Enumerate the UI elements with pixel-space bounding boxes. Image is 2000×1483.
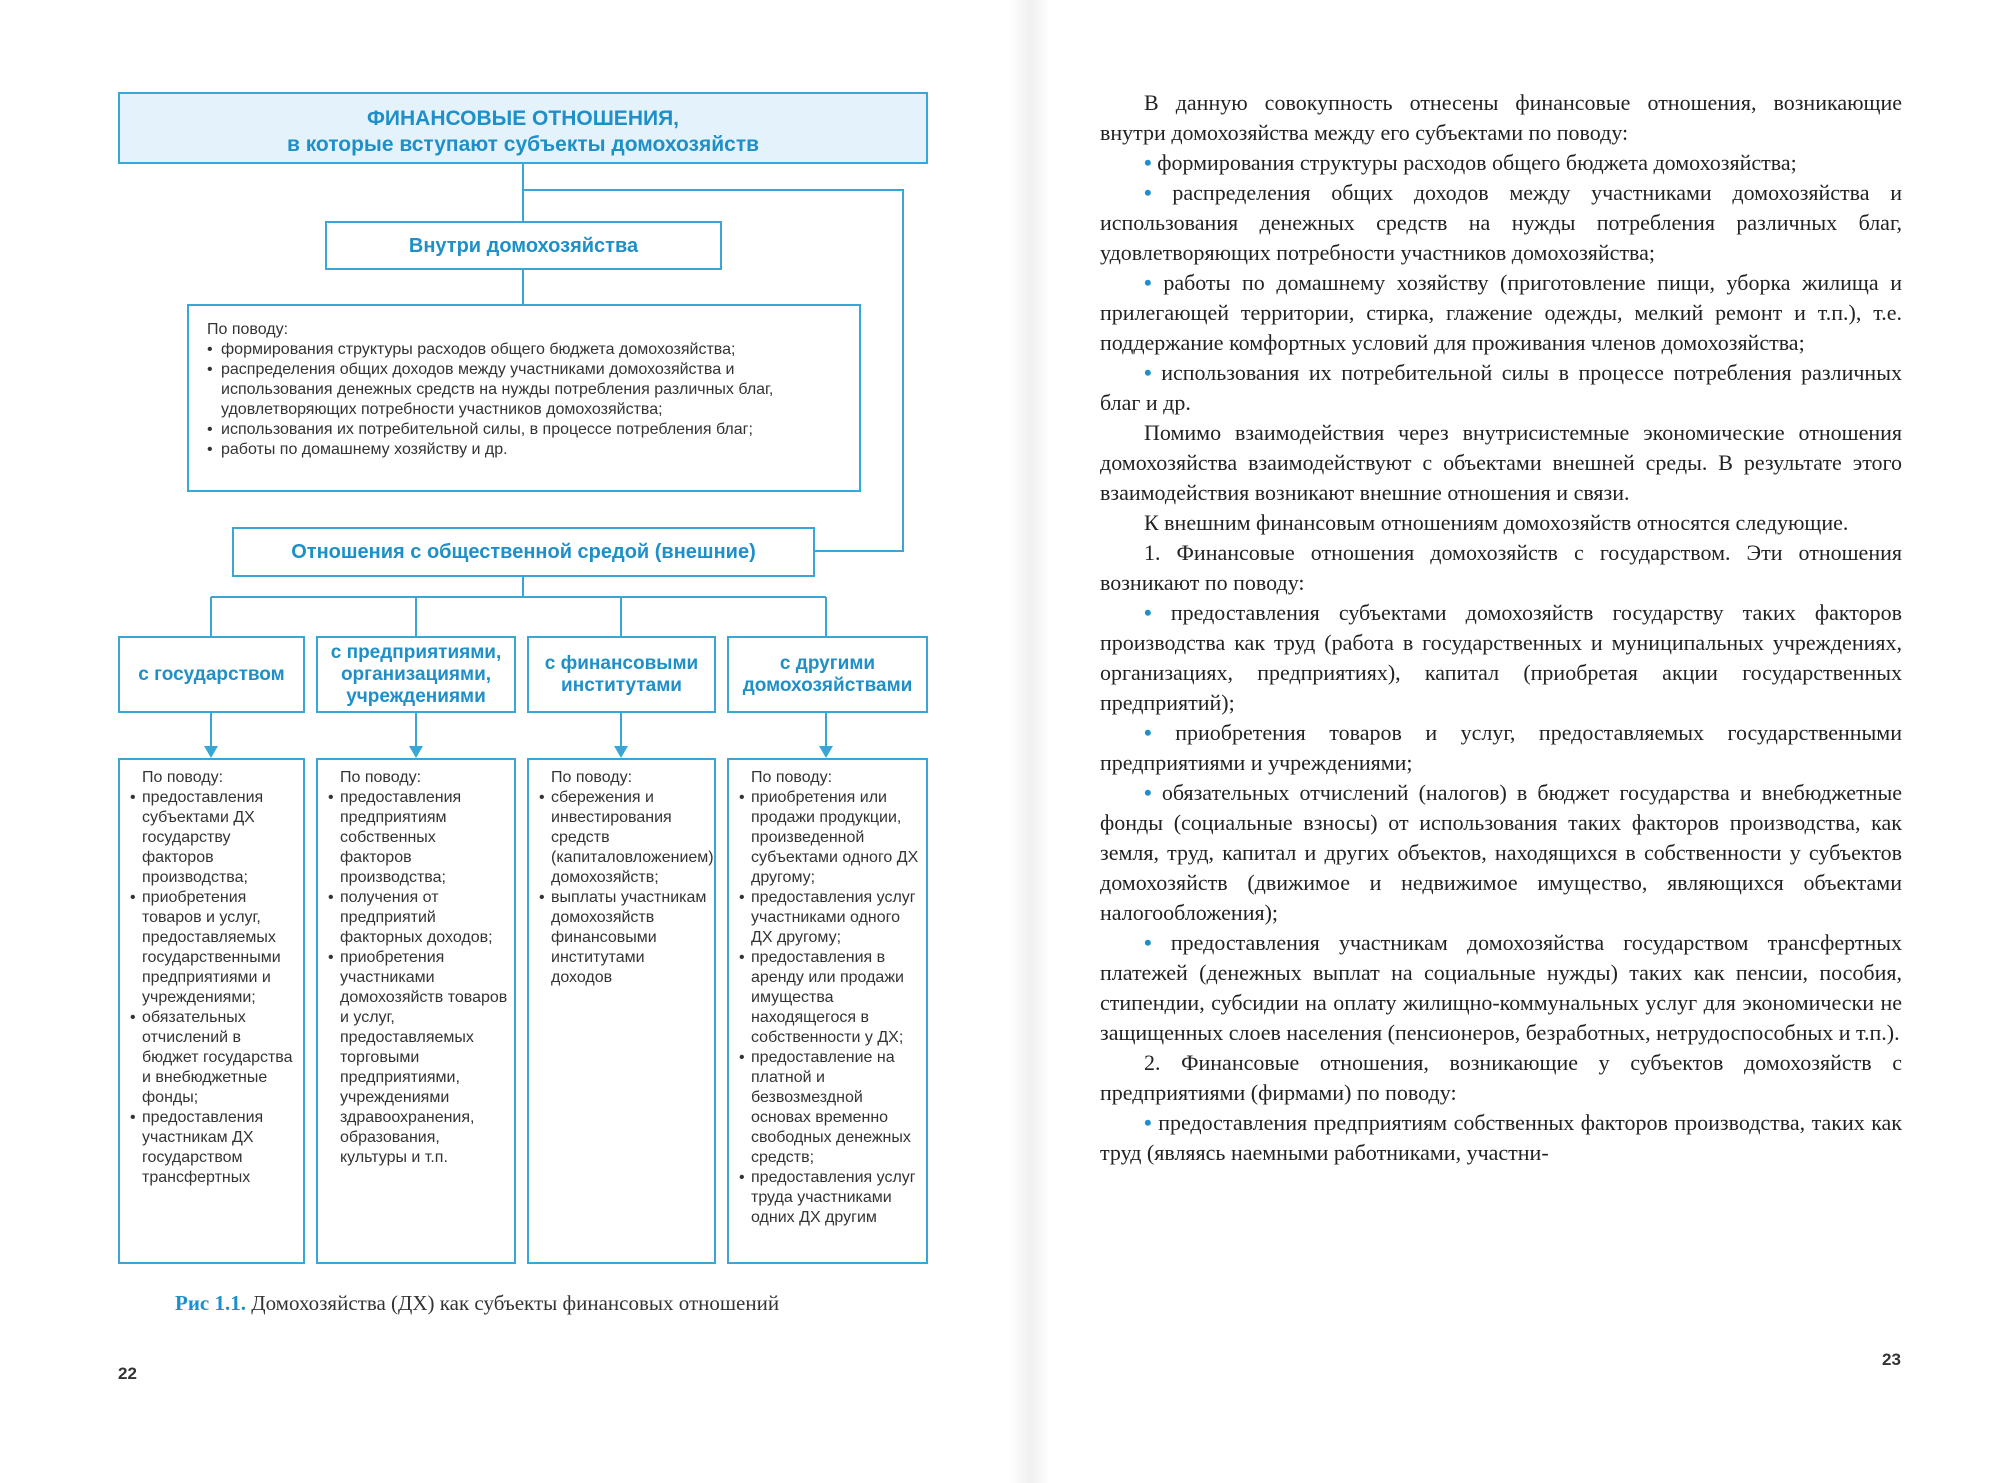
list-item: • формирования структуры расходов общего бюджета домохозяйства; bbox=[207, 340, 841, 360]
bullet-paragraph: • предоставления участникам домохозяйства государством трансфертных платежей (денежных выплат на социальные нужды) таких как пенсии, пособия, стипендии, субсидии на оплату жилищно-коммунальных услуг для экономически не защищенных слоев населения (пенсионеров, безработных, нетрудоспособных и т.п.). bbox=[1100, 930, 1902, 1045]
col-header-financial bbox=[527, 636, 716, 713]
list-item: • предоставления услуг труда участниками одних ДХ другим bbox=[737, 1168, 920, 1228]
col-list-intro: По поводу: bbox=[751, 769, 833, 786]
bullet-paragraph: • приобретения товаров и услуг, предоставляемых государственными предприятиями и учреждениями; bbox=[1100, 720, 1903, 775]
list-item: • сбережения и инвестирования средств (капиталовложением) домохозяйств; bbox=[537, 788, 708, 888]
paragraph: 2. Финансовые отношения, возникающие у субъектов домохозяйств с предприятиями (фирмами) по поводу: bbox=[1100, 1050, 1902, 1105]
inside-header-label: Внутри домохозяйства bbox=[408, 234, 639, 257]
list-item: • получения от предприятий факторных доходов; bbox=[326, 888, 508, 948]
list-item: • выплаты участникам домохозяйств финансовыми институтами доходов bbox=[537, 888, 708, 988]
page-number-right: 23 bbox=[1882, 1350, 1901, 1369]
list-item: • приобретения товаров и услуг, предоставляемых государственными предприятиями и учреждениями; bbox=[128, 888, 297, 1008]
list-item: • предоставление на платной и безвозмездной основах временно свободных денежных средств; bbox=[737, 1048, 920, 1168]
col-list-intro: По поводу: bbox=[142, 769, 224, 786]
arrow-col3 bbox=[614, 746, 628, 758]
inside-header bbox=[325, 221, 722, 270]
arrow-col4 bbox=[819, 746, 833, 758]
col-list-state bbox=[118, 758, 305, 1264]
col-list-intro: По поводу: bbox=[551, 769, 633, 786]
external-header bbox=[232, 527, 815, 577]
inside-list bbox=[187, 304, 861, 492]
page-number-left: 22 bbox=[118, 1364, 137, 1383]
col-header-label: с предприятиями, организациями, учреждениями bbox=[330, 641, 502, 707]
list-item: • предоставления участникам ДХ государством трансфертных bbox=[128, 1108, 297, 1188]
book-gutter bbox=[1010, 0, 1050, 1483]
diagram-title-line1: ФИНАНСОВЫЕ ОТНОШЕНИЯ, bbox=[366, 107, 680, 130]
col-header-label: с другими домохозяйствами bbox=[742, 652, 913, 696]
diagram-title bbox=[118, 92, 928, 164]
list-item: • приобретения участниками домохозяйств товаров и услуг, предоставляемых торговыми предприятиями, учреждениями здравоохранения, образования, культуры и т.п. bbox=[326, 948, 508, 1168]
col-list-financial bbox=[527, 758, 716, 1264]
list-item: • предоставления услуг участниками одного ДХ другому; bbox=[737, 888, 920, 948]
paragraph: К внешним финансовым отношениям домохозяйств относятся следующие. bbox=[1144, 510, 1849, 535]
bullet-paragraph: • работы по домашнему хозяйству (приготовление пищи, уборка жилища и прилегающей территории, стирка, глажение одежды, мелкий ремонт и т.п.), т.е. поддержание комфортных условий для проживания членов домохозяйства; bbox=[1100, 270, 1902, 355]
col-header-enterprises bbox=[316, 636, 516, 713]
list-item: • использования их потребительной силы, в процессе потребления благ; bbox=[207, 420, 841, 440]
bullet-paragraph: • использования их потребительной силы в процессе потребления различных благ и др. bbox=[1100, 360, 1902, 415]
list-item: • работы по домашнему хозяйству и др. bbox=[207, 440, 841, 460]
list-item: • обязательных отчислений в бюджет государства и внебюджетные фонды; bbox=[128, 1008, 297, 1108]
col-list-enterprises bbox=[316, 758, 516, 1264]
bullet-paragraph: • предоставления предприятиям собственных факторов производства, таких как труд (являясь наемными работниками, участни- bbox=[1100, 1110, 1902, 1165]
arrow-col2 bbox=[409, 746, 423, 758]
col-list-households bbox=[727, 758, 928, 1264]
paragraph: Помимо взаимодействия через внутрисистемные экономические отношения домохозяйства взаимодействуют с объектами внешней среды. В результате этого взаимодействия возникают внешние отношения и связи. bbox=[1100, 420, 1902, 505]
figure-caption bbox=[175, 1291, 779, 1316]
arrow-col1 bbox=[204, 746, 218, 758]
diagram-title-line2: в которые вступают субъекты домохозяйств bbox=[286, 133, 760, 156]
col-header-households bbox=[727, 636, 928, 713]
col-header-state bbox=[118, 636, 305, 713]
list-item: • предоставления в аренду или продажи имущества находящегося в собственности у ДХ; bbox=[737, 948, 920, 1048]
col-header-label: с финансовыми институтами bbox=[544, 652, 699, 696]
paragraph: В данную совокупность отнесены финансовые отношения, возникающие внутри домохозяйства между его субъектами по поводу: bbox=[1100, 90, 1902, 145]
bullet-paragraph: • обязательных отчислений (налогов) в бюджет государства и внебюджетные фонды (социальные взносы) от использования таких факторов производства, как земля, труд, капитал и других объектов, находящихся в собственности у субъектов домохозяйств (движимое и недвижимое имущество, являющихся объектами налогообложения); bbox=[1100, 780, 1902, 925]
list-item: • распределения общих доходов между участниками домохозяйства и использования денежных средств на нужды потребления различных благ, удовлетворяющих потребности участников домохозяйства; bbox=[207, 360, 841, 420]
bullet-paragraph: • распределения общих доходов между участниками домохозяйства и использования денежных средств на нужды потребления различных благ, удовлетворяющих потребности участников домохозяйства; bbox=[1100, 180, 1902, 265]
figure-label: Рис 1.1. bbox=[175, 1291, 246, 1315]
inside-list-intro: По поводу: bbox=[207, 321, 289, 338]
list-item: • предоставления субъектами ДХ государству факторов производства; bbox=[128, 788, 297, 888]
col-list-intro: По поводу: bbox=[340, 769, 422, 786]
bullet-paragraph: • предоставления субъектами домохозяйств государству таких факторов производства как труд (работа в государственных и муниципальных учреждениях, организациях, предприятиях), капитал (приобретая акции государственных предприятий); bbox=[1100, 600, 1903, 715]
col-header-label: с государством bbox=[138, 663, 285, 685]
external-header-label: Отношения с общественной средой (внешние) bbox=[291, 541, 756, 563]
bullet-paragraph: • формирования структуры расходов общего бюджета домохозяйства; bbox=[1144, 150, 1797, 175]
list-item: • предоставления предприятиям собственных факторов производства; bbox=[326, 788, 508, 888]
body-text bbox=[1100, 88, 1902, 1168]
list-item: • приобретения или продажи продукции, произведенной субъектами одного ДХ другому; bbox=[737, 788, 920, 888]
figure-caption-text: Домохозяйства (ДХ) как субъекты финансовых отношений bbox=[246, 1291, 780, 1315]
paragraph: 1. Финансовые отношения домохозяйств с государством. Эти отношения возникают по поводу: bbox=[1100, 540, 1902, 595]
